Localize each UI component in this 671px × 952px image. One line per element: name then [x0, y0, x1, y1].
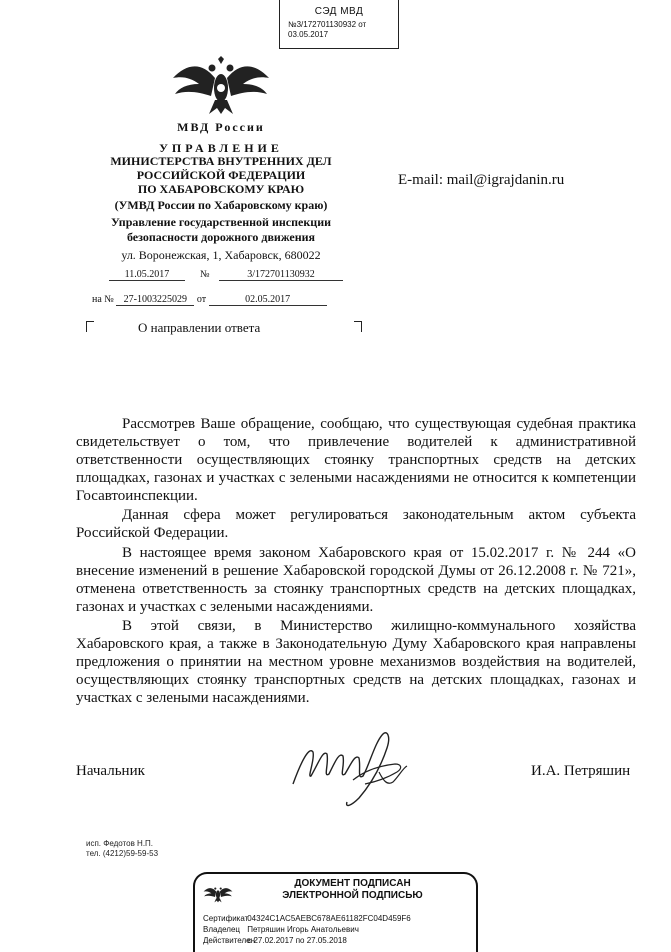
- letterhead-line-5: Управление государственной инспекции: [110, 215, 332, 229]
- signatory-position: Начальник: [76, 763, 145, 779]
- outgoing-date-number-row: [109, 269, 349, 285]
- letterhead-upravlenie: УПРАВЛЕНИЕ: [159, 141, 283, 155]
- sed-stamp-title: СЭД МВД: [314, 6, 364, 17]
- number-label: №: [200, 269, 210, 280]
- body-paragraph-1: Рассмотрев Ваше обращение, сообщаю, что существующая судебная практика свидетельствует о том, что привлечение водителей к административной ответственности осуществляющих стоянку транспортных средств на детских площадках, газонах и участках с зелеными насаждениями не относится к компетенции Госавтоинспекции.: [76, 416, 636, 504]
- eagle-emblem-icon: [203, 880, 233, 908]
- reply-to-ot-label: от: [196, 294, 207, 305]
- subject-corner-left: [86, 321, 94, 332]
- reply-to-date: 02.05.2017: [209, 294, 327, 306]
- body-paragraph-2: Данная сфера может регулироваться законодательным актом субъекта Российской Федерации.: [76, 507, 636, 541]
- esign-title-line-1: ДОКУМЕНТ ПОДПИСАН: [294, 878, 411, 889]
- letterhead-address: ул. Воронежская, 1, Хабаровск, 680022: [121, 248, 321, 262]
- letterhead-line-1: МИНИСТЕРСТВА ВНУТРЕННИХ ДЕЛ: [110, 154, 332, 168]
- esign-valid-row: [203, 936, 347, 946]
- esign-valid-value: с 27.02.2017 по 27.05.2018: [247, 936, 347, 945]
- esign-valid-label: Действителен: [203, 936, 256, 945]
- esign-owner-label: Владелец: [203, 925, 241, 934]
- body-paragraph-4: В этой связи, в Министерство жилищно-коммунального хозяйства Хабаровского края, а также в Законодательную Думу Хабаровского края направлены предложения о принятии на местном уровне механизмов воздействия на водителей, осуществляющих стоянку транспортных средств на детских площадках, газонах и участках с зелеными насаждениями.: [76, 618, 636, 706]
- esign-certificate-row: [203, 914, 411, 924]
- letterhead-line-2: РОССИЙСКОЙ ФЕДЕРАЦИИ: [136, 168, 306, 182]
- letterhead-line-3: ПО ХАБАРОВСКОМУ КРАЮ: [137, 182, 305, 196]
- esign-cert-label: Сертификат: [203, 914, 249, 923]
- electronic-signature-stamp: [193, 872, 478, 952]
- handwritten-signature-icon: [283, 722, 413, 812]
- letterhead-line-6: безопасности дорожного движения: [126, 230, 316, 244]
- esign-cert-value: 04324C1AC5AEBC678AE61182FC04D459F6: [247, 914, 411, 923]
- esign-title-line-2: ЭЛЕКТРОННОЙ ПОДПИСЬЮ: [282, 890, 423, 901]
- esign-owner-row: [203, 925, 359, 935]
- letterhead-line-4: (УМВД России по Хабаровскому краю): [114, 198, 328, 212]
- esign-title: [239, 878, 466, 902]
- executor-phone: тел. (4212)59-59-53: [86, 849, 159, 858]
- body-paragraph-3: В настоящее время законом Хабаровского края от 15.02.2017 г. № 244 «О внесение изменений в решение Хабаровской городской Думы от 26.12.2008 г. № 721», отменена ответственность за стоянку транспортных средств на детских площадках, газонах и участках с зелеными насаждениями.: [76, 545, 636, 615]
- double-headed-eagle-emblem-icon: [171, 56, 271, 116]
- subject-line: О направлении ответа: [138, 320, 261, 335]
- sed-registration-stamp: [279, 0, 399, 49]
- esign-owner-value: Петряшин Игорь Анатольевич: [247, 925, 359, 934]
- outgoing-date: 11.05.2017: [109, 269, 185, 281]
- outgoing-number: 3/172701130932: [219, 269, 343, 281]
- executor-name: исп. Федотов Н.П.: [86, 839, 154, 848]
- subject-corner-right: [354, 321, 362, 332]
- reply-to-row: [92, 294, 332, 306]
- letterhead-mvd: МВД России: [177, 120, 265, 134]
- executor-info: [86, 839, 158, 859]
- reply-to-number: 27-1003225029: [116, 294, 194, 306]
- reply-to-label: на №: [92, 294, 114, 305]
- recipient-email: E-mail: mail@igrajdanin.ru: [398, 172, 565, 188]
- signatory-name: И.А. Петряшин: [531, 763, 631, 779]
- sed-stamp-reg-number: №3/172701130932 от 03.05.2017: [288, 20, 367, 39]
